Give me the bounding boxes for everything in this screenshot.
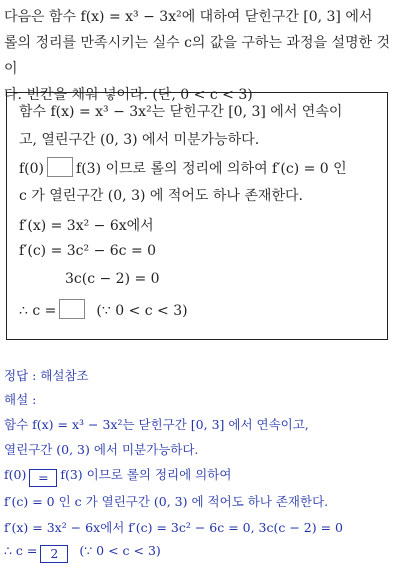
- explanation-line-1: 함수 f(x) = x³ − 3x²는 닫힌구간 [0, 3] 에서 연속이고,: [4, 417, 309, 432]
- explanation-line-5: f′(x) = 3x² − 6x에서 f′(c) = 3c² − 6c = 0, 3c(c − 2) = 0: [4, 520, 343, 535]
- blank-box-2[interactable]: [59, 299, 85, 319]
- box-line-2: 고, 열린구간 (0, 3) 에서 미분가능하다.: [19, 132, 260, 148]
- box-line-6: f′(c) = 3c² − 6c = 0: [19, 243, 157, 259]
- answer-because: (∵ 0 < c < 3): [79, 543, 161, 558]
- answer-blank-2: 2: [40, 545, 68, 563]
- box-line-1: 함수 f(x) = x³ − 3x²는 닫힌구간 [0, 3] 에서 연속이: [19, 104, 343, 120]
- explanation-line-3: [4, 465, 231, 487]
- box-line-8: [19, 299, 188, 319]
- explanation-line-4: f′(c) = 0 인 c 가 열린구간 (0, 3) 에 적어도 하나 존재한다.: [4, 494, 329, 509]
- answer-therefore-c: ∴ c =: [4, 543, 38, 558]
- box-line-4: c 가 열린구간 (0, 3) 에 적어도 하나 존재한다.: [19, 188, 303, 204]
- blank-box-1[interactable]: [47, 157, 73, 177]
- because-condition: (∵ 0 < c < 3): [96, 303, 188, 319]
- box-line-3-rest: f(3) 이므로 롤의 정리에 의하여 f′(c) = 0 인: [76, 161, 347, 177]
- explanation-line-2: 열린구간 (0, 3) 에서 미분가능하다.: [4, 442, 199, 457]
- problem-box: [6, 92, 388, 340]
- question-line-2: 롤의 정리를 만족시키는 실수 c의 값을 구하는 과정을 설명한 것이: [4, 35, 390, 77]
- therefore-c: ∴ c =: [19, 303, 57, 319]
- explanation-label: 해설 :: [4, 392, 37, 407]
- box-f0: f(0): [19, 161, 45, 177]
- explanation-line-6: [4, 543, 161, 563]
- box-line-5: f′(x) = 3x² − 6x에서: [19, 218, 154, 234]
- box-line-3: [19, 157, 347, 178]
- answer-label: 정답 : 해설참조: [4, 368, 89, 383]
- answer-f0: f(0): [4, 467, 27, 482]
- box-line-7: 3c(c − 2) = 0: [65, 271, 160, 287]
- answer-blank-1: =: [29, 469, 57, 487]
- question-line-3: 다. 빈칸을 채워 넣어라. (단, 0 < c < 3): [4, 87, 253, 103]
- question-line-1: 다음은 함수 f(x) = x³ − 3x²에 대하여 닫힌구간 [0, 3] 에서: [4, 9, 373, 25]
- answer-line-3-rest: f(3) 이므로 롤의 정리에 의하여: [60, 467, 232, 482]
